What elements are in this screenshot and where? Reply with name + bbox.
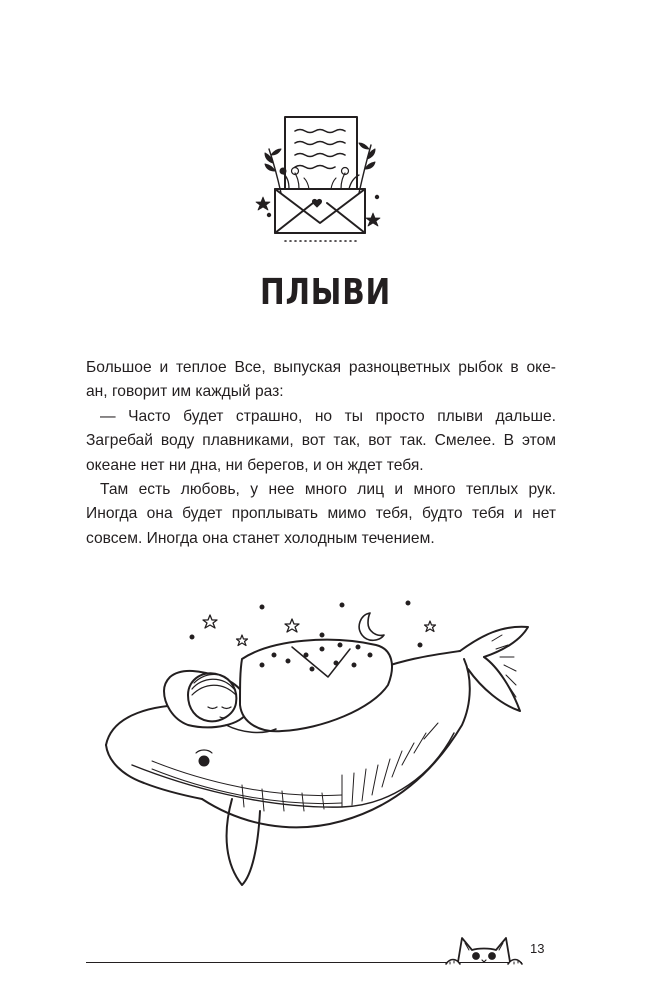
text-line: Там есть любовь, у нее много лиц и много теплых рук. [100, 481, 556, 499]
body-text [86, 356, 556, 551]
text-line: Загребай воду плавниками, вот так, вот так. Смелее. В этом [86, 432, 556, 450]
envelope-letter-icon [255, 105, 385, 245]
text-line: — Часто будет страшно, но ты просто плыви дальше. [100, 407, 556, 425]
page-number: 13 [530, 941, 545, 956]
whale-illustration [92, 585, 552, 905]
chapter-title: ПЛЫВИ [259, 272, 392, 313]
text-line: Большое и теплое Все, выпуская разноцветных рыбок в оке- [86, 359, 556, 376]
text-line: ан, говорит им каждый раз: [86, 383, 284, 401]
peeking-cat-icon [444, 928, 524, 972]
text-line: океане нет ни дна, ни берегов, и он ждет тебя. [86, 456, 424, 474]
text-line: совсем. Иногда она станет холодным течением. [86, 529, 435, 547]
text-line: Иногда она будет проплывать мимо тебя, будто тебя и нет [86, 505, 556, 523]
